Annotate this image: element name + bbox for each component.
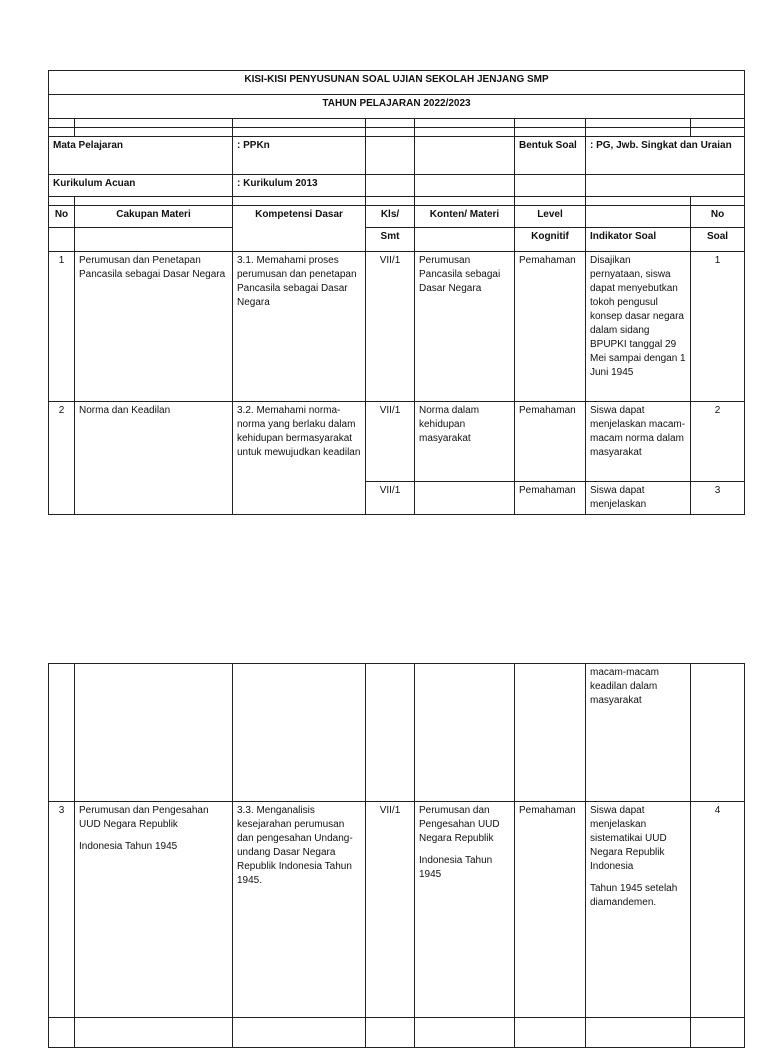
row-level: Pemahaman	[515, 252, 586, 402]
header-kognitif: Kognitif	[515, 228, 586, 252]
row-konten-line2: Indonesia Tahun 1945	[419, 855, 493, 880]
header-konten: Konten/ Materi	[415, 206, 515, 228]
row-cakupan: Norma dan Keadilan	[75, 402, 233, 515]
row-kls: VII/1	[366, 802, 415, 1018]
table-row	[49, 1018, 745, 1048]
row-indikator: Disajikan pernyataan, siswa dapat menyebutkan tokoh pengusul konsep dasar negara dalam sidang BPUPKI tanggal 29 Mei sampai dengan 1 Juni 1945	[586, 252, 691, 402]
bentuk-value: : PG, Jwb. Singkat dan Uraian	[586, 137, 745, 175]
row-no-soal: 3	[691, 482, 745, 515]
row-indikator: macam-macam keadilan dalam masyarakat	[586, 664, 691, 802]
row-kls: VII/1	[366, 482, 415, 515]
row-no-soal: 1	[691, 252, 745, 402]
row-no-soal: 4	[691, 802, 745, 1018]
kisi-kisi-table-page1	[48, 70, 745, 515]
doc-title: KISI-KISI PENYUSUNAN SOAL UJIAN SEKOLAH JENJANG SMP	[49, 71, 745, 95]
mapel-label: Mata Pelajaran	[49, 137, 233, 175]
kurikulum-label: Kurikulum Acuan	[49, 175, 233, 197]
kurikulum-value: : Kurikulum 2013	[233, 175, 366, 197]
row-konten: Norma dalam kehidupan masyarakat	[415, 402, 515, 482]
row-no: 1	[49, 252, 75, 402]
row-konten-line1: Perumusan dan Pengesahan UUD Negara Republik	[419, 805, 500, 844]
header-no-soal-2: Soal	[691, 228, 745, 252]
row-no: 3	[49, 802, 75, 1018]
kisi-kisi-table-page2	[48, 663, 745, 1048]
header-indikator: Indikator Soal	[586, 228, 691, 252]
row-kd: 3.2. Memahami norma-norma yang berlaku dalam kehidupan bermasyarakat untuk mewujudkan keadilan	[233, 402, 366, 515]
row-cakupan: Perumusan dan Penetapan Pancasila sebagai Dasar Negara	[75, 252, 233, 402]
row-kd: 3.3. Menganalisis kesejarahan perumusan dan pengesahan Undang-undang Dasar Negara Republik Indonesia Tahun 1945.	[233, 802, 366, 1018]
header-cakupan: Cakupan Materi	[75, 206, 233, 228]
row-no: 2	[49, 402, 75, 515]
header-kls: Kls/	[366, 206, 415, 228]
header-smt: Smt	[366, 228, 415, 252]
row-konten	[415, 802, 515, 1018]
row-indikator-line1: Siswa dapat menjelaskan sistematikai UUD Negara Republik Indonesia	[590, 805, 667, 872]
row-cakupan-line2: Indonesia Tahun 1945	[79, 841, 178, 852]
row-indikator: Siswa dapat menjelaskan	[586, 482, 691, 515]
header-no: No	[49, 206, 75, 228]
mapel-value: : PPKn	[233, 137, 366, 175]
row-level: Pemahaman	[515, 402, 586, 482]
row-indikator-line2: Tahun 1945 setelah diamandemen.	[590, 883, 678, 908]
header-level: Level	[515, 206, 586, 228]
table-row	[49, 802, 745, 1018]
doc-subtitle: TAHUN PELAJARAN 2022/2023	[49, 95, 745, 119]
bentuk-label: Bentuk Soal	[515, 137, 586, 175]
header-no-soal-1: No	[691, 206, 745, 228]
row-kls: VII/1	[366, 252, 415, 402]
row-konten: Perumusan Pancasila sebagai Dasar Negara	[415, 252, 515, 402]
table-row	[49, 402, 745, 482]
row-indikator: Siswa dapat menjelaskan macam-macam norma dalam masyarakat	[586, 402, 691, 482]
table-row	[49, 252, 745, 402]
row-kls: VII/1	[366, 402, 415, 482]
row-level: Pemahaman	[515, 802, 586, 1018]
table-row	[49, 664, 745, 802]
row-no-soal: 2	[691, 402, 745, 482]
row-indikator	[586, 802, 691, 1018]
row-level: Pemahaman	[515, 482, 586, 515]
row-cakupan-line1: Perumusan dan Pengesahan UUD Negara Republik	[79, 805, 209, 830]
header-kd: Kompetensi Dasar	[233, 206, 366, 252]
row-cakupan	[75, 802, 233, 1018]
row-kd: 3.1. Memahami proses perumusan dan penetapan Pancasila sebagai Dasar Negara	[233, 252, 366, 402]
